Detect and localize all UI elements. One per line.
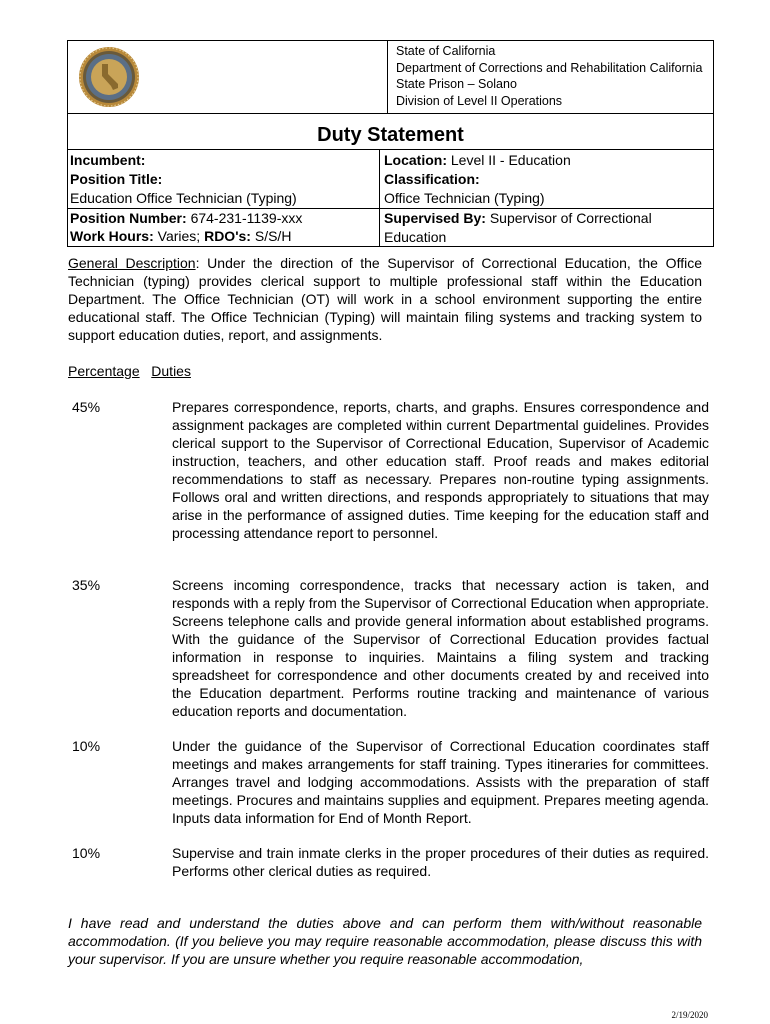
footer-date: 2/19/2020	[671, 1010, 708, 1020]
org-line: State Prison – Solano	[396, 77, 517, 91]
position-title-value: Education Office Technician (Typing)	[70, 190, 297, 206]
org-line: State of California	[396, 44, 496, 58]
classification-value: Office Technician (Typing)	[384, 190, 545, 206]
position-number-field	[70, 209, 302, 228]
classification-label: Classification:	[384, 171, 480, 187]
organization-header	[396, 43, 702, 109]
org-line: Department of Corrections and Rehabilitation California	[396, 60, 703, 75]
duty-percent: 45%	[72, 399, 101, 415]
duty-text: Under the guidance of the Supervisor of Correctional Education coordinates staff meetings and makes arrangements for staff training. Types itineraries for committees. Arranges travel and lodging accommodations. Assists with the preparation of staff meetings. Procures and maintains supplies and equipment. Prepares meeting agenda. Inputs data information for End of Month Report.	[172, 738, 709, 826]
duty-percent: 35%	[72, 577, 101, 593]
supervised-by-label: Supervised By:	[384, 210, 486, 226]
general-description-label: General Description	[68, 255, 196, 271]
supervised-by-field	[384, 209, 652, 247]
duty-text: Screens incoming correspondence, tracks that necessary action is taken, and responds with a reply from the Supervisor of Correctional Education when appropriate. Screens telephone calls and provide general information about established programs. With the guidance of the Supervisor of Correctional Education provides factual information in response to inquiries. Maintains a filing system and tracking spreadsheet for correspondence and other documents created by and received into the Education department. Performs routine tracking and maintenance of various education reports and documentation.	[172, 577, 709, 719]
duties-heading: Duties	[151, 363, 191, 379]
rdos-label: RDO's:	[204, 228, 251, 244]
table-divider	[379, 149, 380, 246]
work-hours-label: Work Hours:	[70, 228, 154, 244]
percentage-heading: Percentage	[68, 363, 140, 379]
duties-header	[68, 363, 191, 379]
duty-percent: 10%	[72, 738, 101, 754]
table-divider	[387, 41, 388, 113]
supervised-by-value-cont: Education	[384, 229, 447, 245]
location-field	[384, 151, 571, 170]
duty-text: Prepares correspondence, reports, charts, and graphs. Ensures correspondence and assignment packages are completed within current Departmental guidelines. Provides clerical support to the Supervisor of Correctional Education, Supervisor of Academic instruction, teachers, and other education staff. Proof reads and makes editorial recommendations to staff as necessary. Prepares non-routine typing assignments. Follows oral and written directions, and responds appropriately to situations that may arise in the performance of assigned duties. Time keeping for the education staff and processing attendance report to personnel.	[172, 399, 709, 541]
acknowledgement-statement: I have read and understand the duties above and can perform them with/without reasonable accommodation. (If you believe you may require reasonable accommodation, please discuss this with your supervisor. If you are unsure whether you require reasonable accommodation,	[68, 915, 702, 967]
general-description	[68, 254, 702, 344]
table-divider	[68, 113, 713, 114]
duty-text: Supervise and train inmate clerks in the proper procedures of their duties as required. Performs other clerical duties as required.	[172, 845, 709, 879]
location-label: Location:	[384, 152, 447, 168]
work-hours-value: Varies;	[157, 228, 201, 244]
work-hours-field	[70, 227, 291, 246]
incumbent-label: Incumbent:	[70, 152, 146, 168]
location-value: Level II - Education	[450, 152, 571, 168]
org-line: Division of Level II Operations	[396, 93, 563, 108]
position-title-field	[70, 170, 297, 208]
position-number-label: Position Number:	[70, 210, 187, 226]
duty-percent: 10%	[72, 845, 101, 861]
classification-field	[384, 170, 545, 208]
position-number-value: 674-231-1139-xxx	[190, 210, 303, 226]
position-title-label: Position Title:	[70, 171, 163, 187]
supervised-by-value: Supervisor of Correctional	[489, 210, 652, 226]
page-title: Duty Statement	[317, 124, 464, 146]
table-divider	[68, 149, 713, 150]
general-description-text: : Under the direction of the Supervisor of Correctional Education, the Office Technician (typing) provides clerical support to multiple professional staff within the Education Department. The Office Technician (OT) will work in a school environment supporting the entire educational staff. The Office Technician (Typing) will maintain filing systems and tracking system to support education duties, report, and assignments.	[68, 255, 702, 343]
incumbent-field	[70, 151, 145, 170]
rdos-value: S/S/H	[254, 228, 292, 244]
cdcr-seal-icon	[78, 46, 140, 108]
